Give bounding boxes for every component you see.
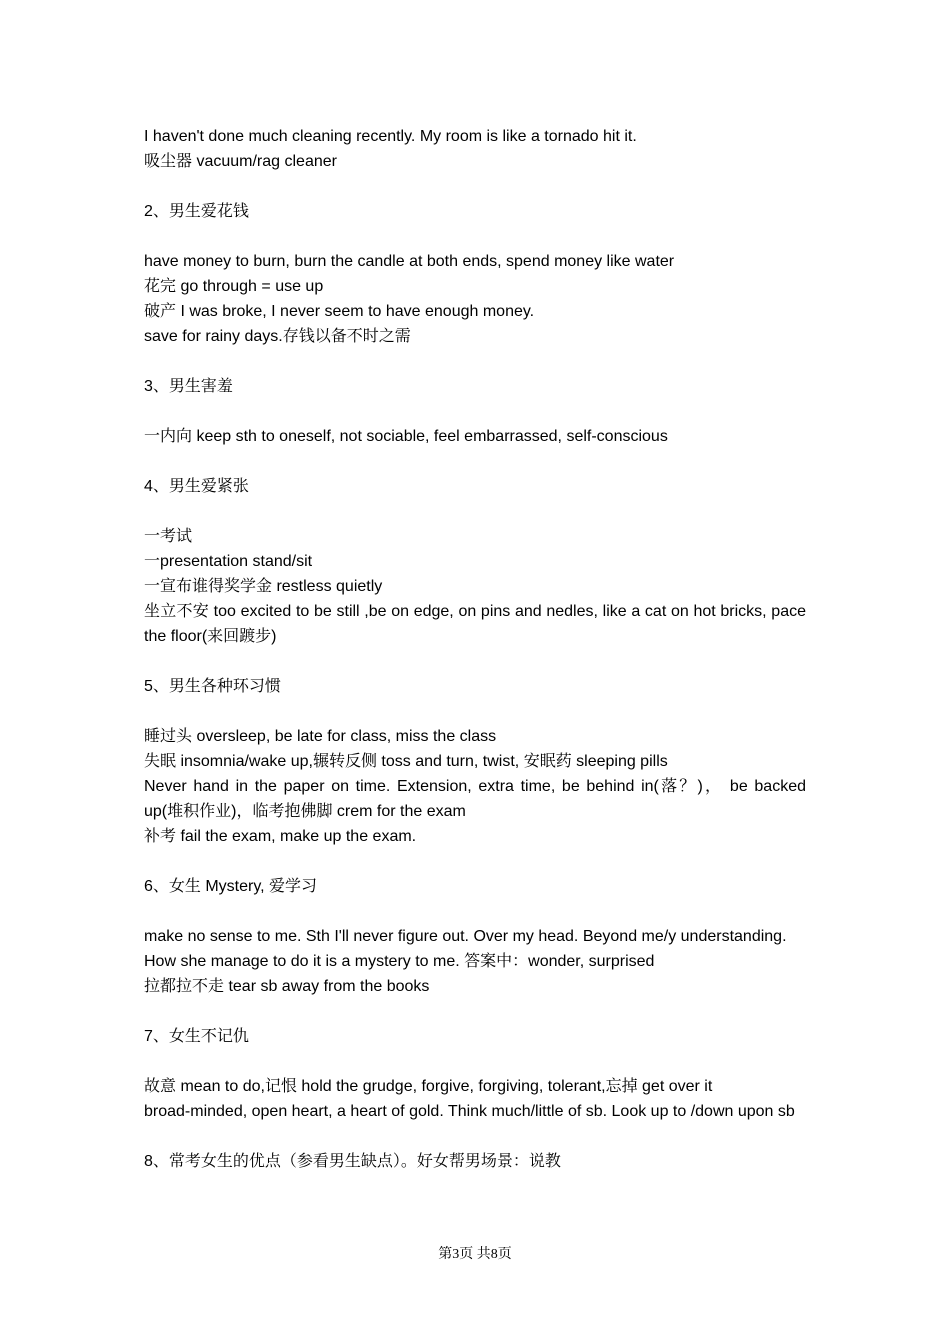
- text-line: Never hand in the paper on time. Extension, extra time, be behind in(落？)， be backed up(堆积作业)，临考抱佛脚 crem for the exam: [144, 778, 806, 820]
- page-number-footer: 第3页 共8页: [438, 1247, 512, 1262]
- paragraph-gap: [144, 174, 806, 199]
- text-line: 补考 fail the exam, make up the exam.: [144, 828, 417, 845]
- paragraph-gap: [144, 649, 806, 674]
- text-line: 一考试: [144, 528, 193, 545]
- text-line: I haven't done much cleaning recently. My room is like a tornado hit it.: [144, 128, 637, 145]
- paragraph-gap: [144, 849, 806, 874]
- text-line: How she manage to do it is a mystery to me. 答案中：wonder, surprised: [144, 953, 655, 970]
- paragraph-gap: [144, 699, 806, 724]
- text-line: 吸尘器 vacuum/rag cleaner: [144, 153, 337, 170]
- paragraph-gap: [144, 899, 806, 924]
- paragraph-gap: [144, 224, 806, 249]
- section-heading: 3、男生害羞: [144, 378, 233, 395]
- section-heading: 7、女生不记仇: [144, 1028, 249, 1045]
- section-heading: 5、男生各种环习惯: [144, 678, 281, 695]
- text-line: 拉都拉不走 tear sb away from the books: [144, 978, 430, 995]
- text-line: 睡过头 oversleep, be late for class, miss the class: [144, 728, 497, 745]
- text-line: 一内向 keep sth to oneself, not sociable, feel embarrassed, self-conscious: [144, 428, 668, 445]
- paragraph-gap: [144, 399, 806, 424]
- text-line: 坐立不安 too excited to be still ,be on edge, on pins and nedles, like a cat on hot bricks, pace the floor(来回踱步): [144, 603, 806, 645]
- document-body: [144, 124, 806, 1174]
- text-line: 一宣布谁得奖学金 restless quietly: [144, 578, 383, 595]
- text-line: make no sense to me. Sth I'll never figure out. Over my head. Beyond me/y understanding.: [144, 928, 787, 945]
- text-line: save for rainy days.存钱以备不时之需: [144, 328, 411, 345]
- paragraph-gap: [144, 1124, 806, 1149]
- paragraph-gap: [144, 349, 806, 374]
- text-line: broad-minded, open heart, a heart of gold. Think much/little of sb. Look up to /down upon sb: [144, 1103, 795, 1120]
- text-line: 破产 I was broke, I never seem to have enough money.: [144, 303, 535, 320]
- section-heading: 4、男生爱紧张: [144, 478, 249, 495]
- section-heading: 8、常考女生的优点（参看男生缺点）。好女帮男场景：说教: [144, 1153, 561, 1170]
- paragraph-gap: [144, 449, 806, 474]
- text-line: 故意 mean to do,记恨 hold the grudge, forgive, forgiving, tolerant,忘掉 get over it: [144, 1078, 713, 1095]
- section-heading: 2、男生爱花钱: [144, 203, 249, 220]
- text-line: 花完 go through = use up: [144, 278, 324, 295]
- section-heading: 6、女生 Mystery, 爱学习: [144, 878, 318, 895]
- text-line: have money to burn, burn the candle at both ends, spend money like water: [144, 253, 675, 270]
- paragraph-gap: [144, 1049, 806, 1074]
- paragraph-gap: [144, 499, 806, 524]
- text-line: 失眠 insomnia/wake up,辗转反侧 toss and turn, twist, 安眠药 sleeping pills: [144, 753, 668, 770]
- paragraph-gap: [144, 999, 806, 1024]
- text-line: 一presentation stand/sit: [144, 553, 313, 570]
